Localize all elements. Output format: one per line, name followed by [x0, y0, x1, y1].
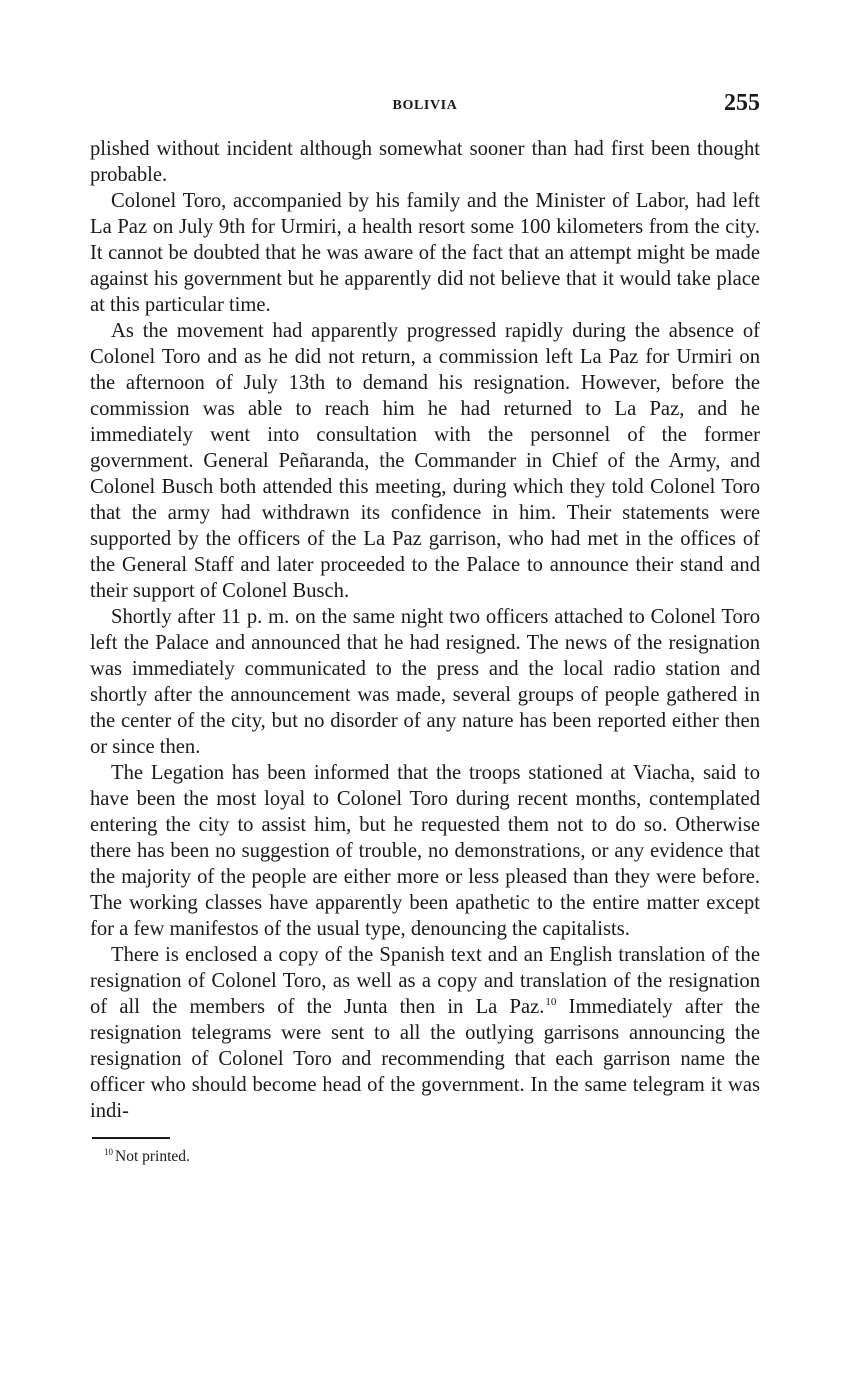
paragraph-enclosure-text-1: There is enclosed a copy of the Spanish text and an English translation of the resignation of Colonel Toro, as well as a copy and translation of the resignation of all the members of the Junta then in La Paz.	[90, 944, 760, 1018]
document-page	[90, 88, 760, 1167]
footnote	[104, 1147, 760, 1167]
paragraph-enclosure	[90, 942, 760, 1124]
paragraph-enclosure-text-2: Immediately after the resignation telegrams were sent to all the outlying garrisons announcing the resignation of Colonel Toro and recommending that each garrison name the officer who should become head of the government. In the same telegram it was indi-	[90, 996, 760, 1122]
paragraph-toro-departure: Colonel Toro, accompanied by his family and the Minister of Labor, had left La Paz on July 9th for Urmiri, a health resort some 100 kilometers from the city. It cannot be doubted that he was aware of the fact that an attempt might be made against his government but he apparently did not believe that it would take place at this particular time.	[90, 190, 760, 316]
paragraph-viacha-troops: The Legation has been informed that the troops stationed at Viacha, said to have been the most loyal to Colonel Toro during recent months, contemplated entering the city to assist him, but he requested them not to do so. Otherwise there has been no suggestion of trouble, no demonstrations, or any evidence that the majority of the people are either more or less pleased than they were before. The working classes have apparently been apathetic to the entire matter except for a few manifestos of the usual type, denouncing the capitalists.	[90, 762, 760, 940]
footnote-reference: 10	[545, 996, 557, 1008]
footnote-divider	[92, 1137, 170, 1139]
body-text	[90, 136, 760, 1124]
running-title: BOLIVIA	[392, 98, 458, 113]
footnote-text: Not printed.	[115, 1148, 190, 1165]
footnote-marker: 10	[104, 1147, 113, 1157]
running-head	[90, 88, 760, 122]
paragraph-resignation-news: Shortly after 11 p. m. on the same night two officers attached to Colonel Toro left the Palace and announced that he had resigned. The news of the resignation was immediately communicated to the press and the local radio station and shortly after the announcement was made, several groups of people gathered in the center of the city, but no disorder of any nature has been reported either then or since then.	[90, 606, 760, 758]
paragraph-continued: plished without incident although somewhat sooner than had first been thought probable.	[90, 138, 760, 186]
paragraph-commission: As the movement had apparently progressed rapidly during the absence of Colonel Toro and as he did not return, a commission left La Paz for Urmiri on the afternoon of July 13th to demand his resignation. However, before the commission was able to reach him he had returned to La Paz, and he immediately went into consultation with the personnel of the former government. General Peñaranda, the Commander in Chief of the Army, and Colonel Busch both attended this meeting, during which they told Colonel Toro that the army had withdrawn its confidence in him. Their statements were supported by the officers of the La Paz garrison, who had met in the offices of the General Staff and later proceeded to the Palace to announce their stand and their support of Colonel Busch.	[90, 320, 760, 602]
page-number: 255	[724, 90, 760, 116]
